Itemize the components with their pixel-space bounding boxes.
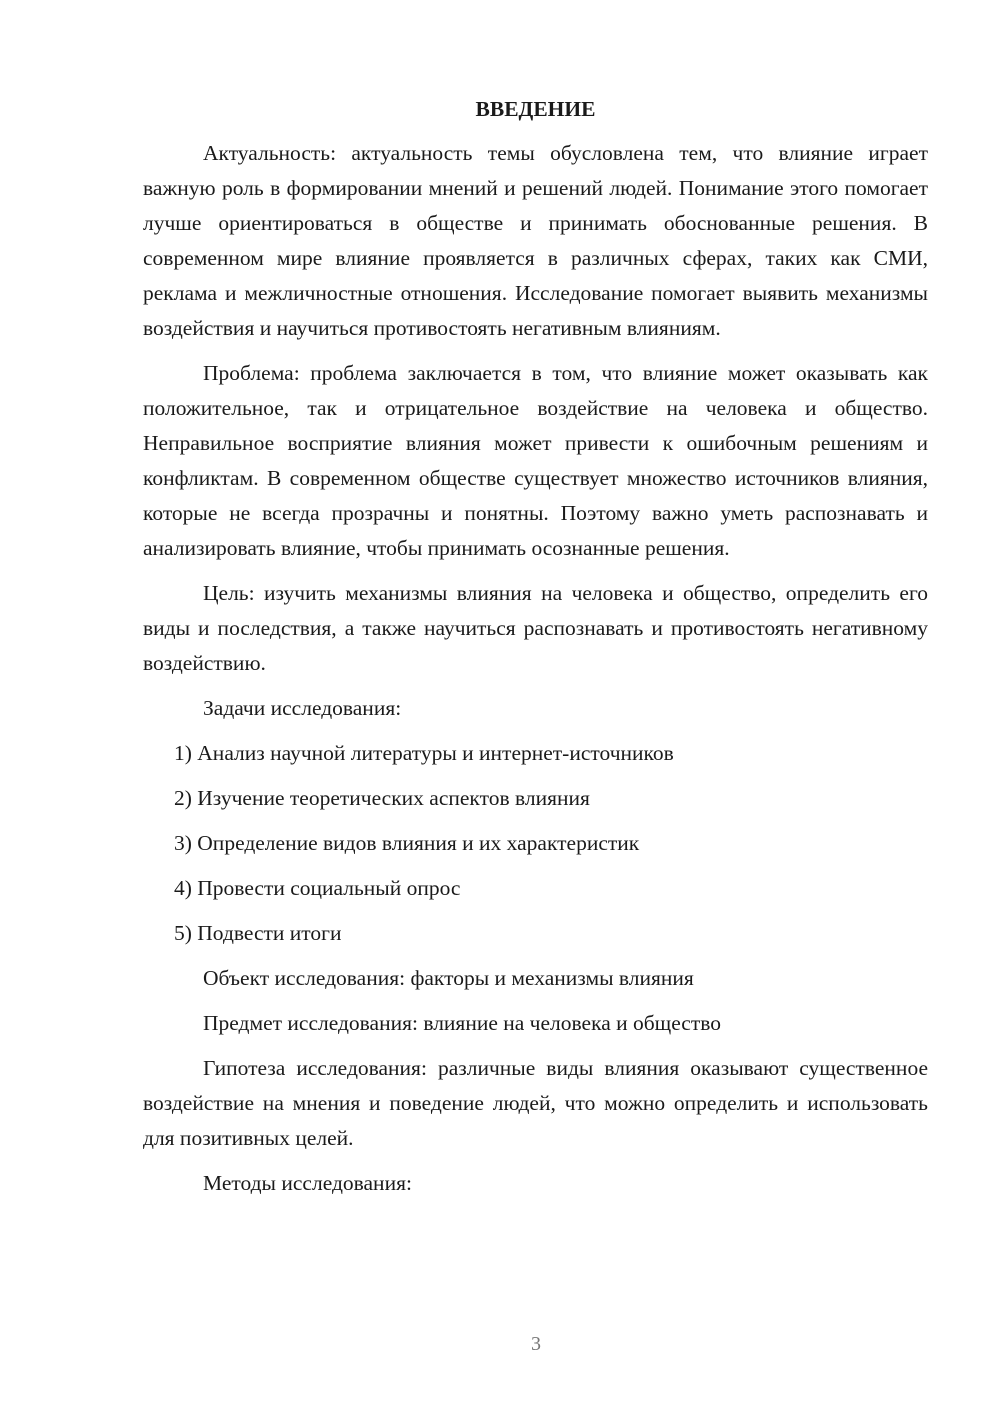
research-subject: Предмет исследования: влияние на человека и общество [203, 1011, 722, 1035]
paragraph-goal: Цель: изучить механизмы влияния на человека и общество, определить его виды и последствия, а также научиться распознавать и противостоять негативному воздействию. [143, 581, 928, 675]
page-number: 3 [531, 1333, 541, 1355]
page-title: ВВЕДЕНИЕ [475, 97, 596, 121]
tasks-heading: Задачи исследования: [203, 696, 402, 720]
task-item-3: 3) Определение видов влияния и их характеристик [174, 831, 640, 855]
task-item-4: 4) Провести социальный опрос [174, 876, 461, 900]
paragraph-hypothesis: Гипотеза исследования: различные виды влияния оказывают существенное воздействие на мнения и поведение людей, что можно определить и использовать для позитивных целей. [143, 1056, 928, 1150]
methods-heading: Методы исследования: [203, 1171, 412, 1195]
task-item-1: 1) Анализ научной литературы и интернет-источников [174, 741, 674, 765]
task-item-2: 2) Изучение теоретических аспектов влияния [174, 786, 590, 810]
task-item-5: 5) Подвести итоги [174, 921, 342, 945]
paragraph-problem: Проблема: проблема заключается в том, что влияние может оказывать как положительное, так и отрицательное воздействие на человека и общество. Неправильное восприятие влияния может привести к ошибочным решениям и конфликтам. В современном обществе существует множество источников влияния, которые не всегда прозрачны и понятны. Поэтому важно уметь распознавать и анализировать влияние, чтобы принимать осознанные решения. [143, 361, 928, 560]
paragraph-relevance: Актуальность: актуальность темы обусловлена тем, что влияние играет важную роль в формировании мнений и решений людей. Понимание этого помогает лучше ориентироваться в обществе и принимать обоснованные решения. В современном мире влияние проявляется в различных сферах, таких как СМИ, реклама и межличностные отношения. Исследование помогает выявить механизмы воздействия и научиться противостоять негативным влияниям. [143, 141, 928, 340]
document-page [143, 92, 928, 1211]
research-object: Объект исследования: факторы и механизмы влияния [203, 966, 694, 990]
